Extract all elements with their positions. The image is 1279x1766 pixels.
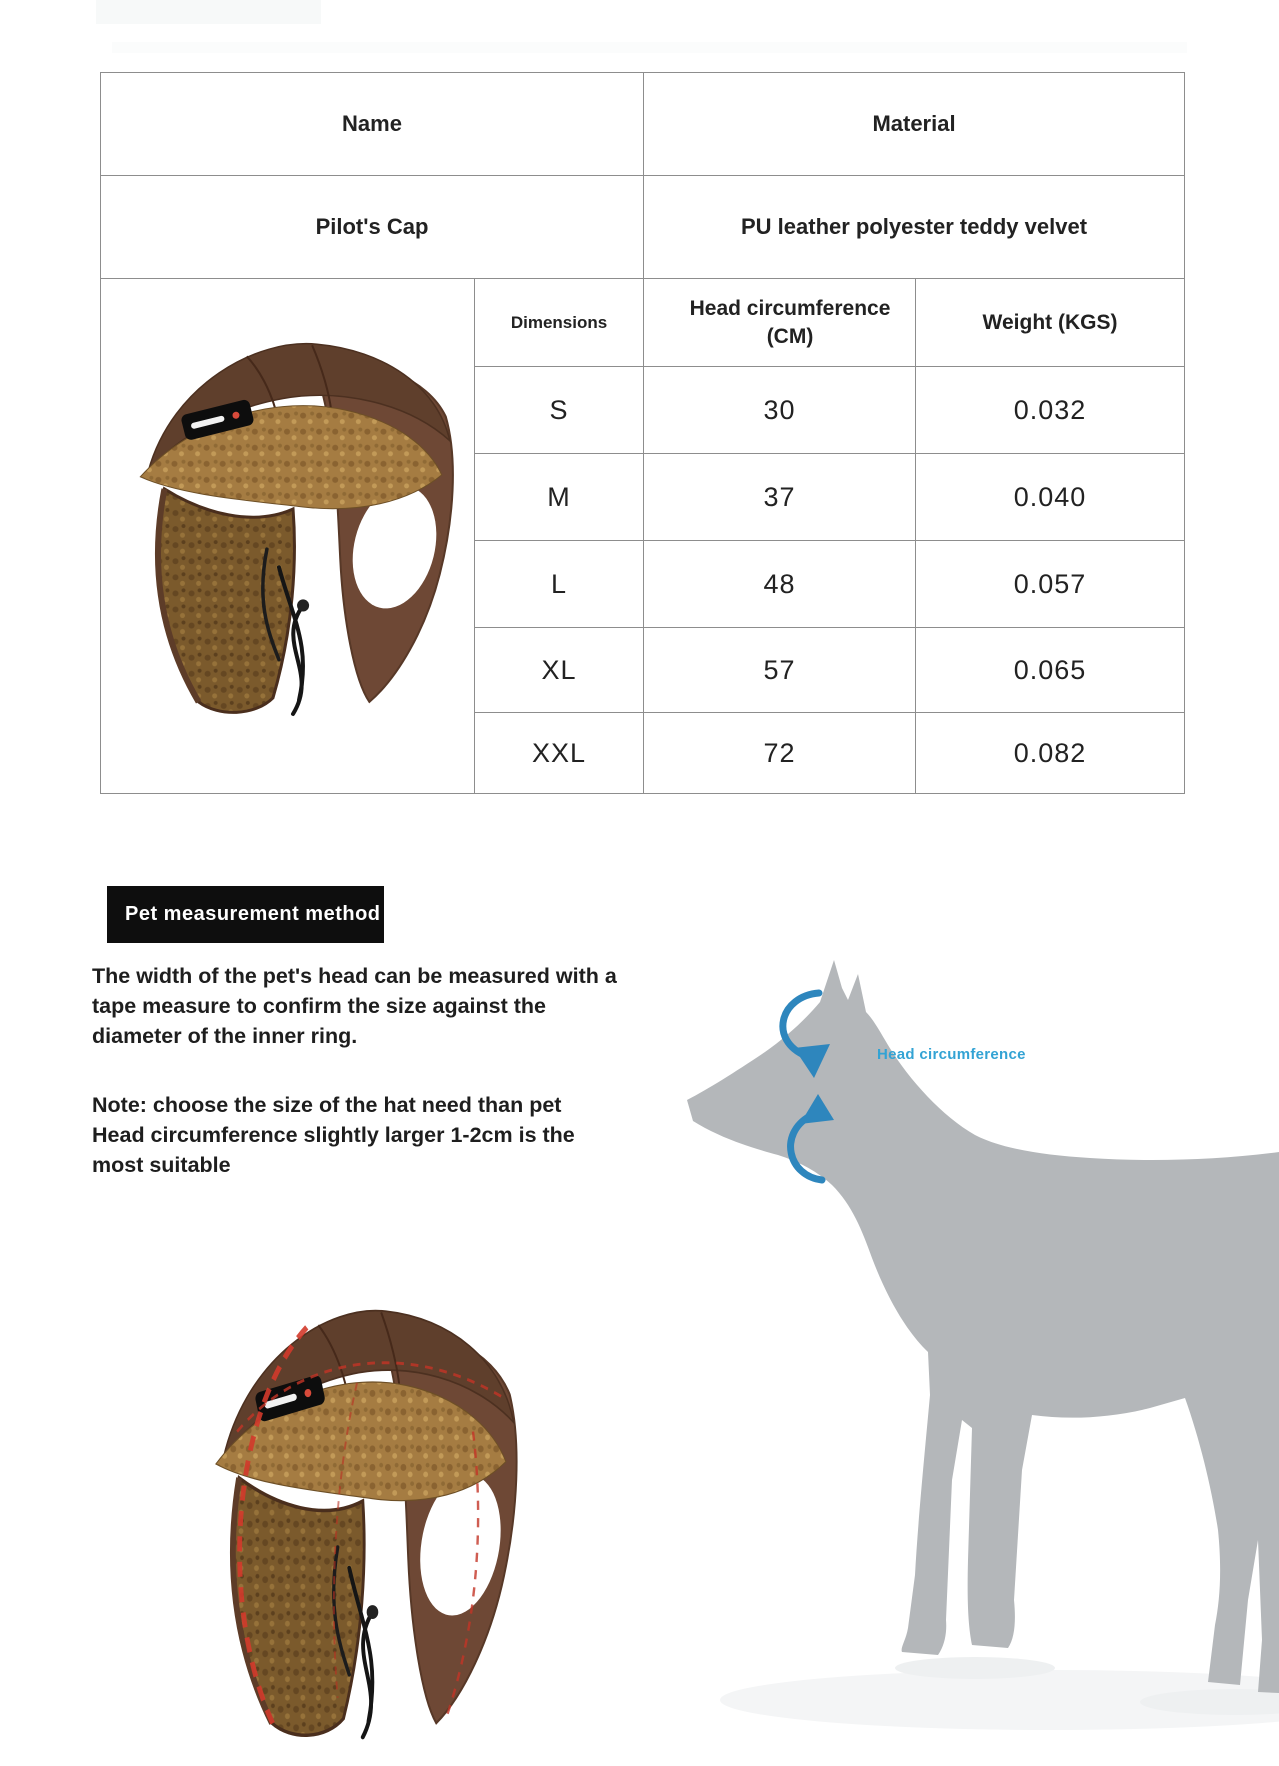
size-cell: XXL xyxy=(475,713,644,794)
weight-cell: 0.082 xyxy=(916,713,1185,794)
weight-cell: 0.040 xyxy=(916,454,1185,541)
table-row xyxy=(101,73,1185,176)
size-cell: M xyxy=(475,454,644,541)
material-header-cell: Material xyxy=(644,73,1185,176)
head-cm-cell: 48 xyxy=(644,541,916,628)
dog-body xyxy=(687,960,1279,1693)
top-ghost-artifact xyxy=(112,42,1187,53)
head-cm-cell: 30 xyxy=(644,367,916,454)
para1-line: diameter of the inner ring. xyxy=(92,1024,358,1048)
weight-cell: 0.032 xyxy=(916,367,1185,454)
para2-line: most suitable xyxy=(92,1153,231,1177)
size-cell: XL xyxy=(475,628,644,713)
dog-silhouette xyxy=(560,880,1279,1766)
material-value-cell: PU leather polyester teddy velvet xyxy=(644,176,1185,279)
head-circumference-header-cell: Head circumference (CM) xyxy=(644,279,916,367)
section-badge: Pet measurement method xyxy=(107,886,384,943)
para2-line: Note: choose the size of the hat need than pet xyxy=(92,1093,562,1117)
para2-line: Head circumference slightly larger 1-2cm is the xyxy=(92,1123,575,1147)
weight-cell: 0.065 xyxy=(916,628,1185,713)
size-cell: S xyxy=(475,367,644,454)
head-cm-cell: 57 xyxy=(644,628,916,713)
name-value-cell: Pilot's Cap xyxy=(101,176,644,279)
weight-header-cell: Weight (KGS) xyxy=(916,279,1185,367)
pilot-cap-photo-1 xyxy=(106,298,468,720)
size-cell: L xyxy=(475,541,644,628)
head-cm-cell: 72 xyxy=(644,713,916,794)
dimensions-header-cell: Dimensions xyxy=(475,279,644,367)
name-header-cell: Name xyxy=(101,73,644,176)
table-row xyxy=(101,176,1185,279)
head-circumference-label: Head circumference xyxy=(877,1046,1026,1063)
pilot-cap-photo-2 xyxy=(183,1258,531,1744)
weight-cell: 0.057 xyxy=(916,541,1185,628)
top-ghost-artifact xyxy=(96,0,321,24)
para1-line: tape measure to confirm the size against the xyxy=(92,994,547,1018)
head-cm-cell: 37 xyxy=(644,454,916,541)
para1-line: The width of the pet's head can be measured with a xyxy=(92,964,617,988)
